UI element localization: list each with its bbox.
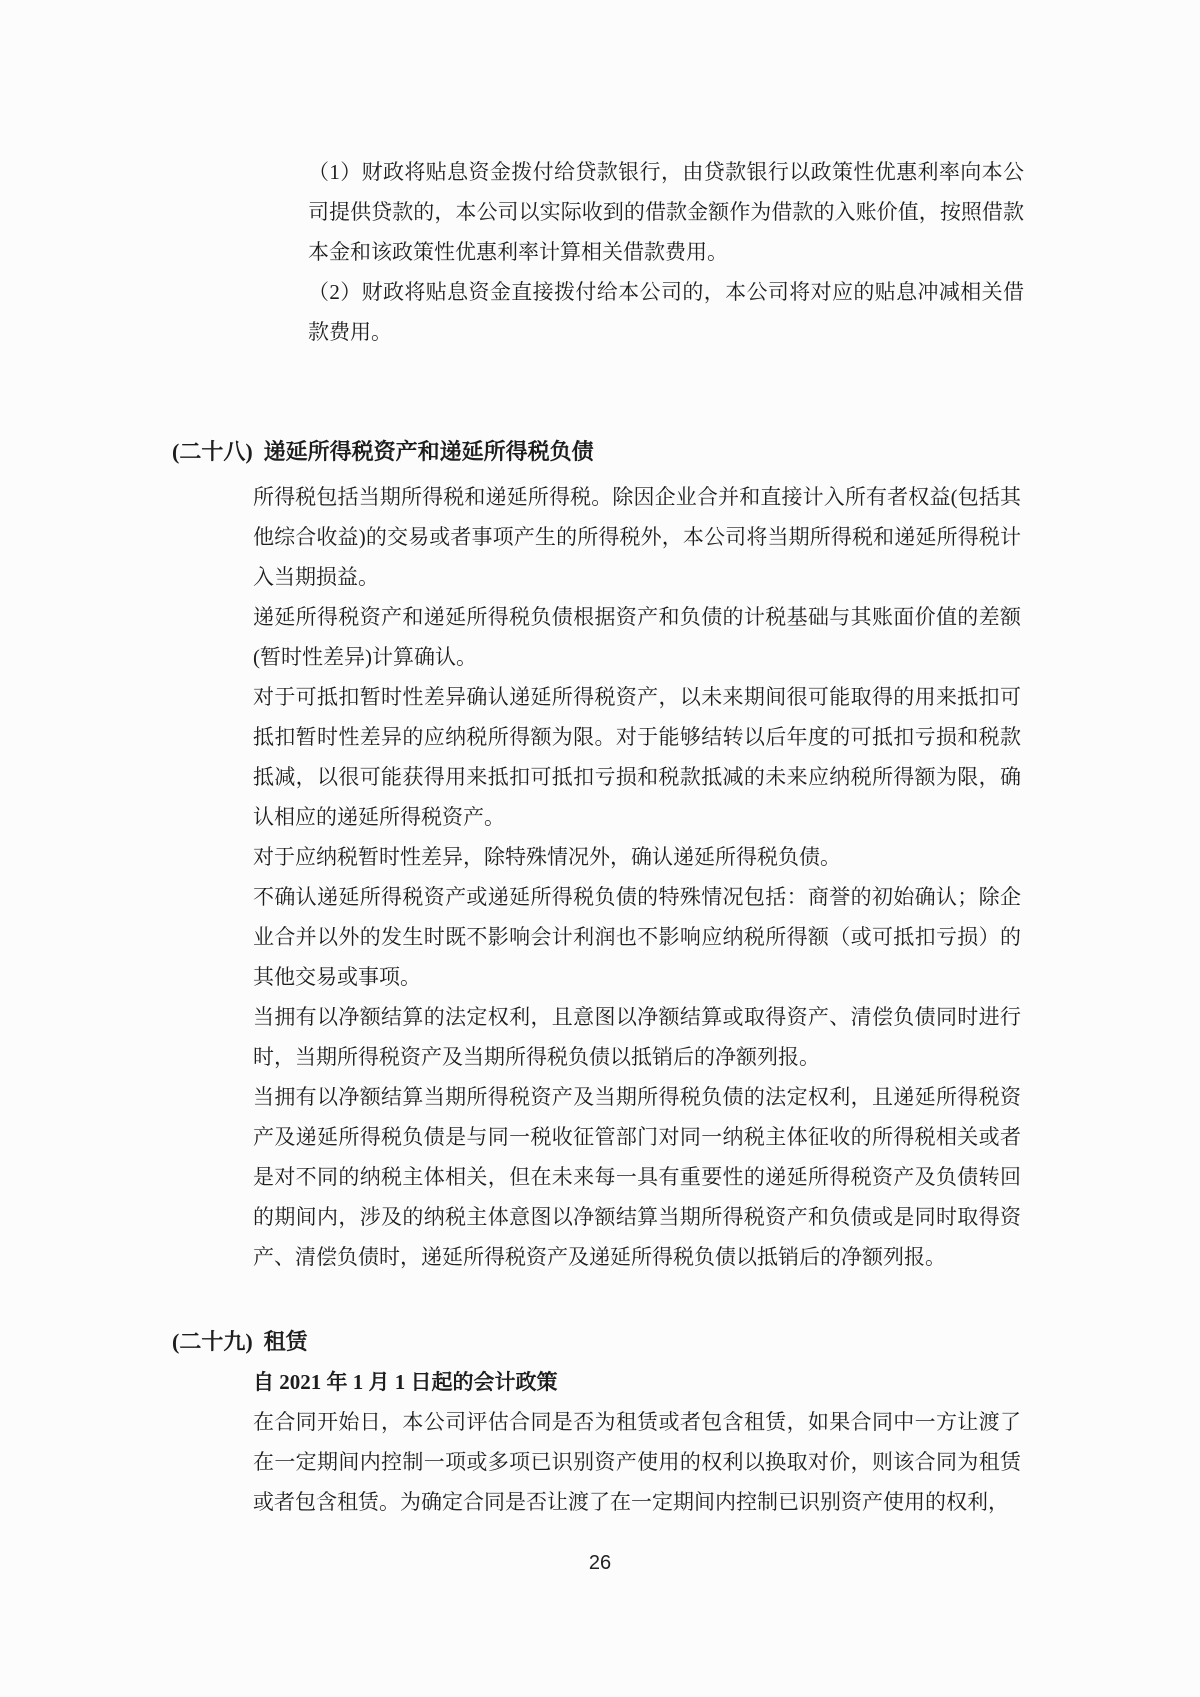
- section-28-paragraph-1: 所得税包括当期所得税和递延所得税。除因企业合并和直接计入所有者权益(包括其他综合收益)的交易或者事项产生的所得税外，本公司将当期所得税和递延所得税计入当期损益。: [253, 485, 1021, 589]
- section-29-number: (二十九): [172, 1329, 253, 1354]
- section-29-title: 租赁: [263, 1329, 308, 1354]
- intro-paragraph-1: （1）财政将贴息资金拨付给贷款银行，由贷款银行以政策性优惠利率向本公司提供贷款的，本公司以实际收到的借款金额作为借款的入账价值，按照借款本金和该政策性优惠利率计算相关借款费用。: [308, 160, 1024, 264]
- page-number: 26: [588, 1552, 612, 1574]
- section-28-paragraph-2: 递延所得税资产和递延所得税负债根据资产和负债的计税基础与其账面价值的差额(暂时性差异)计算确认。: [253, 605, 1021, 669]
- section-28-paragraph-3: 对于可抵扣暂时性差异确认递延所得税资产，以未来期间很可能取得的用来抵扣可抵扣暂时性差异的应纳税所得额为限。对于能够结转以后年度的可抵扣亏损和税款抵减，以很可能获得用来抵扣可抵扣亏损和税款抵减的未来应纳税所得额为限，确认相应的递延所得税资产。: [253, 685, 1021, 829]
- section-29-heading: [172, 1322, 308, 1362]
- section-28-title: 递延所得税资产和递延所得税负债: [263, 439, 594, 464]
- section-29-body: [253, 1362, 1021, 1522]
- section-28-number: (二十八): [172, 439, 253, 464]
- section-29-paragraph-1: 在合同开始日，本公司评估合同是否为租赁或者包含租赁，如果合同中一方让渡了在一定期间内控制一项或多项已识别资产使用的权利以换取对价，则该合同为租赁或者包含租赁。为确定合同是否让渡了在一定期间内控制已识别资产使用的权利，: [253, 1410, 1021, 1514]
- intro-block: [308, 152, 1024, 352]
- section-28-paragraph-4: 对于应纳税暂时性差异，除特殊情况外，确认递延所得税负债。: [253, 845, 841, 869]
- section-29-subheading: 自 2021 年 1 月 1 日起的会计政策: [253, 1370, 558, 1394]
- section-28-paragraph-6: 当拥有以净额结算的法定权利，且意图以净额结算或取得资产、清偿负债同时进行时，当期所得税资产及当期所得税负债以抵销后的净额列报。: [253, 1005, 1021, 1069]
- intro-paragraph-2: （2）财政将贴息资金直接拨付给本公司的，本公司将对应的贴息冲减相关借款费用。: [308, 280, 1024, 344]
- section-28-paragraph-5: 不确认递延所得税资产或递延所得税负债的特殊情况包括：商誉的初始确认；除企业合并以外的发生时既不影响会计利润也不影响应纳税所得额（或可抵扣亏损）的其他交易或事项。: [253, 885, 1021, 989]
- section-28-paragraph-7: 当拥有以净额结算当期所得税资产及当期所得税负债的法定权利，且递延所得税资产及递延所得税负债是与同一税收征管部门对同一纳税主体征收的所得税相关或者是对不同的纳税主体相关，但在未来每一具有重要性的递延所得税资产及负债转回的期间内，涉及的纳税主体意图以净额结算当期所得税资产和负债或是同时取得资产、清偿负债时，递延所得税资产及递延所得税负债以抵销后的净额列报。: [253, 1085, 1021, 1269]
- section-28-heading: [172, 432, 594, 472]
- section-28-body: [253, 477, 1021, 1277]
